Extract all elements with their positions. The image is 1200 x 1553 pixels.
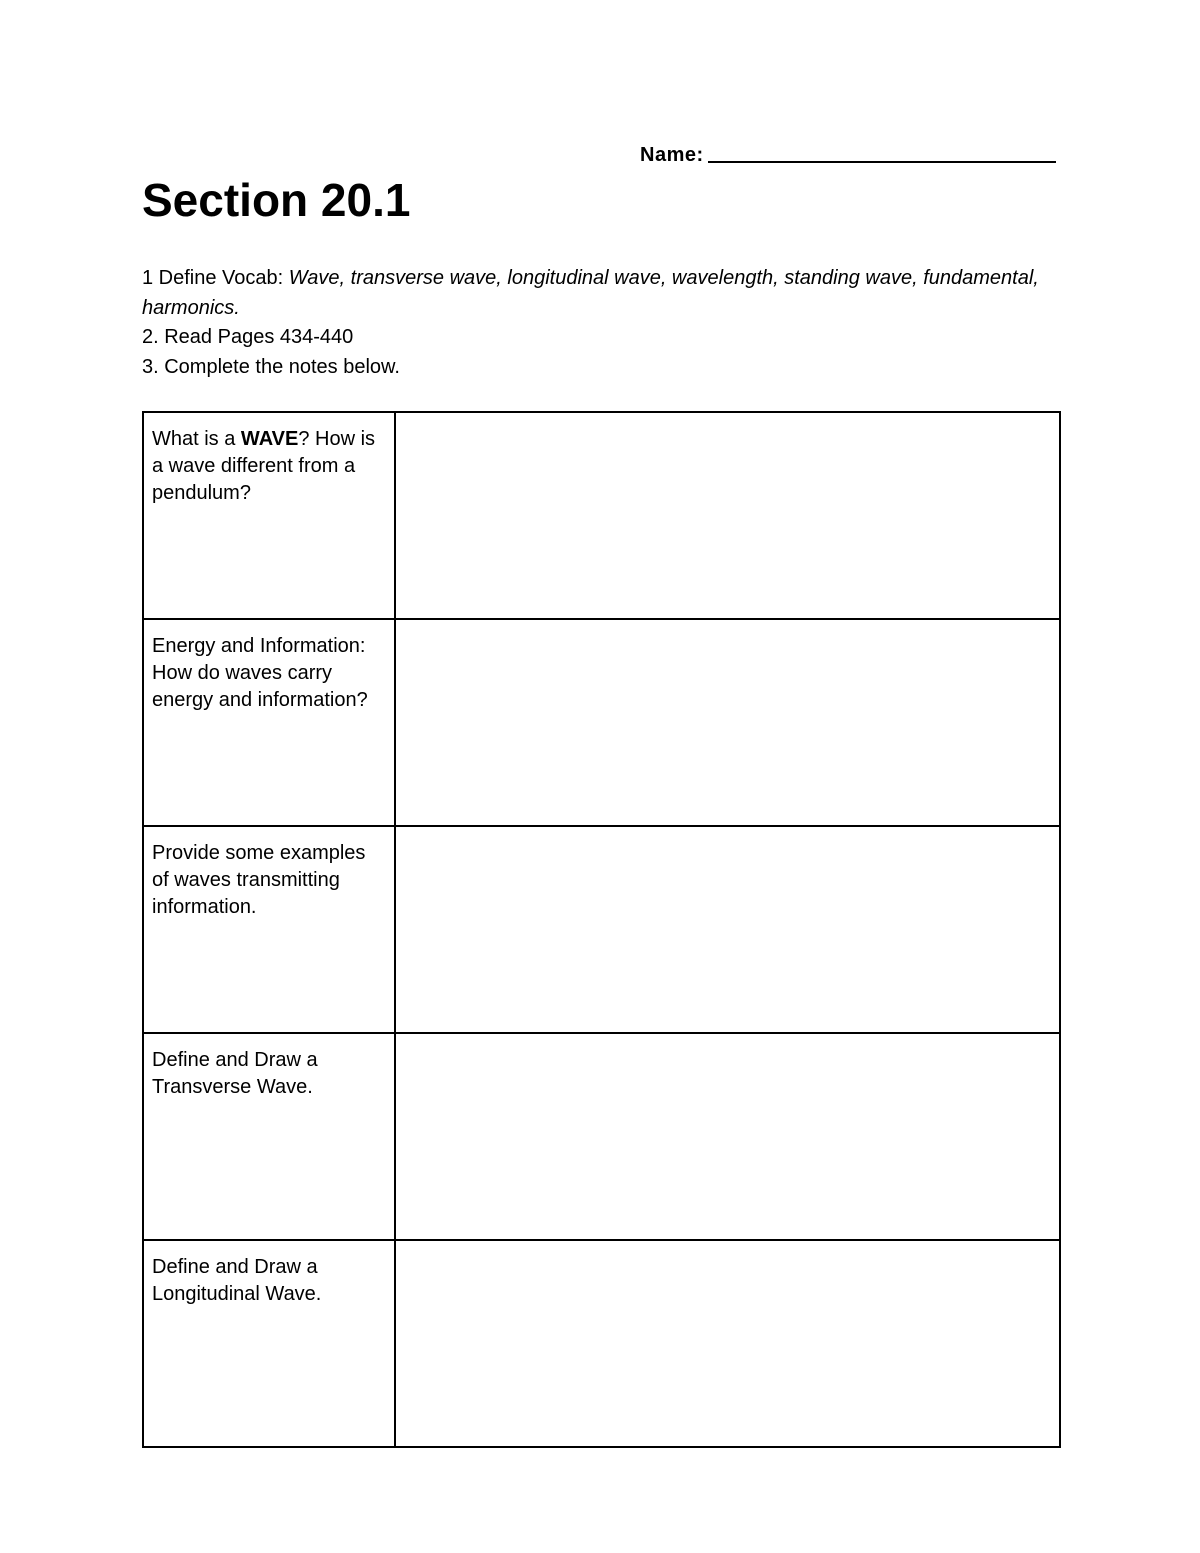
prompt-cell bbox=[143, 826, 395, 1033]
prompt-bold-text: WAVE bbox=[240, 428, 299, 450]
table-row bbox=[143, 1240, 1060, 1447]
table-row bbox=[143, 412, 1060, 619]
prompt-text: What is a bbox=[152, 428, 241, 450]
prompt-cell bbox=[143, 619, 395, 826]
prompt-text: Define and Draw a Transverse Wave. bbox=[152, 1049, 318, 1098]
instruction-step-2: 2. Read Pages 434-440 bbox=[142, 326, 354, 348]
answer-cell[interactable] bbox=[395, 826, 1060, 1033]
table-row bbox=[143, 826, 1060, 1033]
instruction-step-3: 3. Complete the notes below. bbox=[142, 355, 400, 378]
answer-cell[interactable] bbox=[395, 1033, 1060, 1240]
instruction-step-1-prefix: 1 Define Vocab: bbox=[142, 267, 289, 289]
table-row bbox=[143, 1033, 1060, 1240]
name-blank-line[interactable] bbox=[708, 143, 1056, 163]
vocab-terms: Wave, transverse wave, longitudinal wave, wavelength, standing wave, fundamental, harmonics. bbox=[142, 267, 1039, 319]
answer-cell[interactable] bbox=[395, 619, 1060, 826]
prompt-text: Energy and Information: How do waves carry energy and information? bbox=[152, 635, 368, 711]
page-title: Section 20.1 bbox=[142, 174, 411, 226]
prompt-cell bbox=[143, 412, 395, 619]
answer-cell[interactable] bbox=[395, 1240, 1060, 1447]
prompt-text-after: ? How is a wave different from a pendulum? bbox=[152, 428, 376, 504]
prompt-cell bbox=[143, 1033, 395, 1240]
answer-cell[interactable] bbox=[395, 412, 1060, 619]
table-row bbox=[143, 619, 1060, 826]
prompt-cell bbox=[143, 1240, 395, 1447]
name-field bbox=[640, 143, 1056, 167]
instruction-step-1 bbox=[142, 264, 1042, 323]
prompt-text: Provide some examples of waves transmitting information. bbox=[152, 842, 366, 918]
name-label: Name: bbox=[640, 144, 704, 166]
prompt-text: Define and Draw a Longitudinal Wave. bbox=[152, 1256, 322, 1305]
instructions bbox=[142, 264, 1042, 382]
notes-table bbox=[142, 411, 1061, 1448]
